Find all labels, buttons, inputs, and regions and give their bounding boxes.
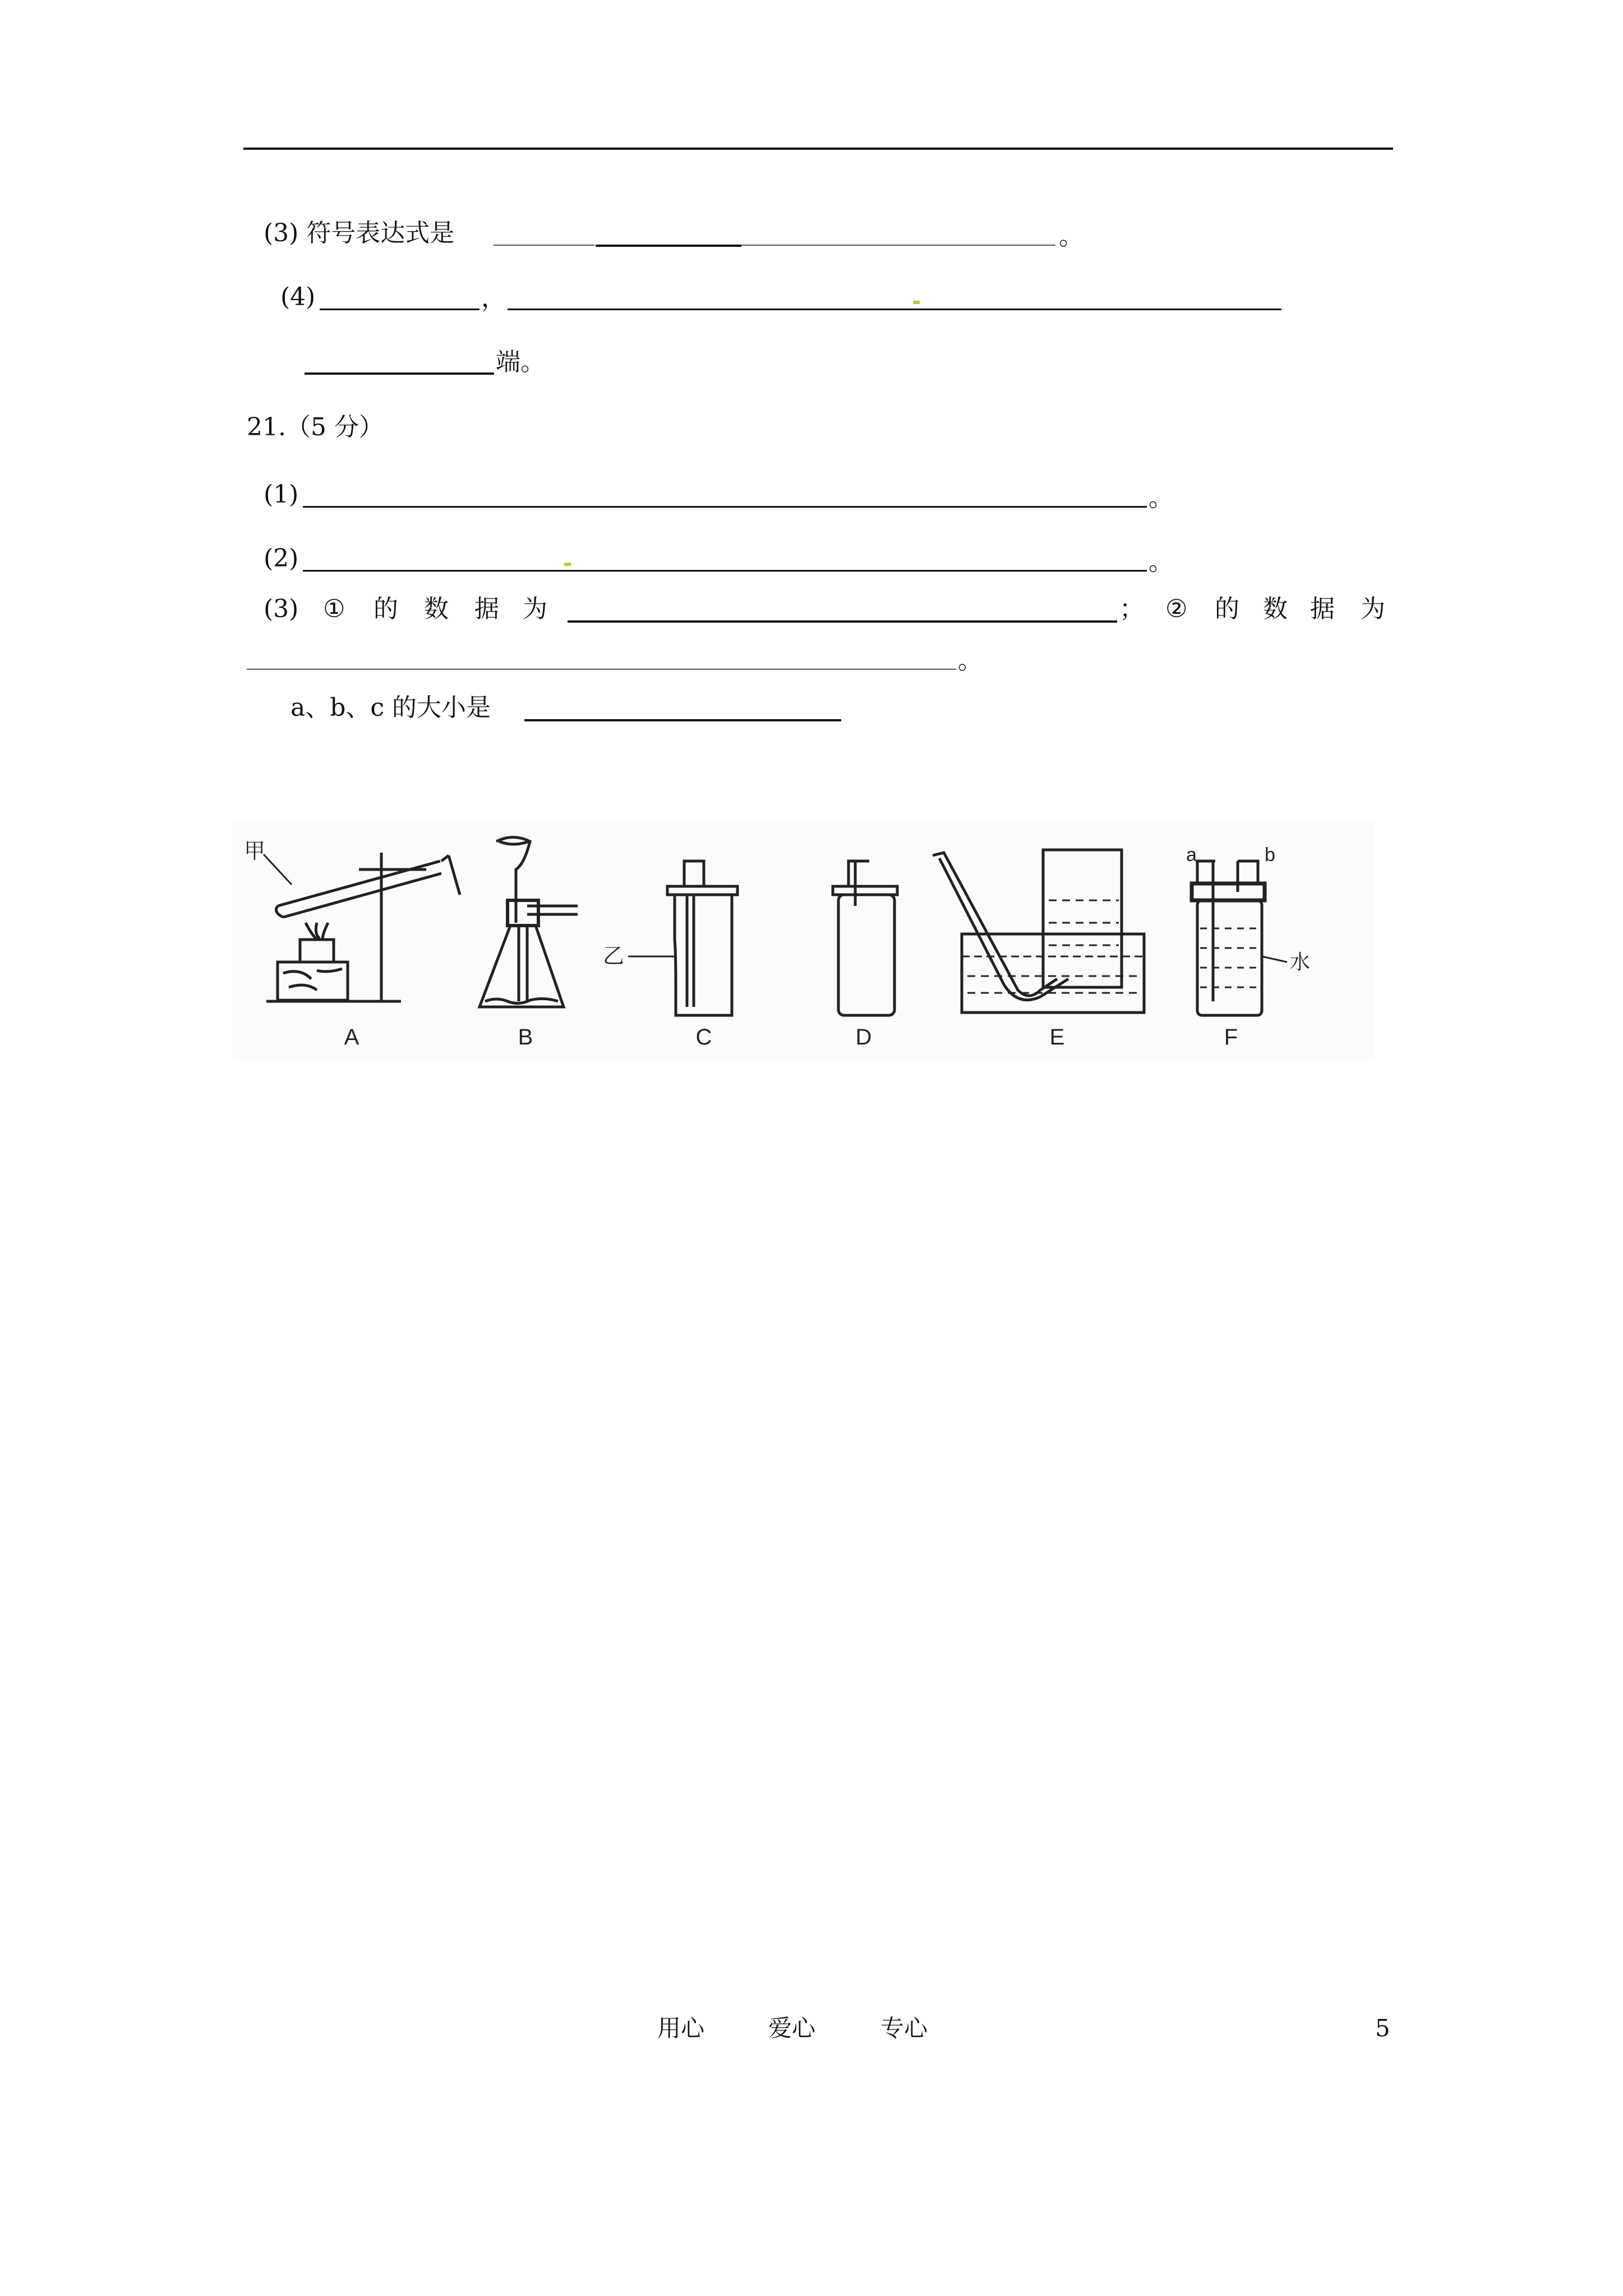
header-rule	[243, 148, 1393, 150]
q21-p3-semicolon: ；	[1119, 595, 1144, 623]
q21-p3-char: 数	[424, 595, 449, 623]
q20-p4-prefix: (4)	[280, 283, 316, 311]
blank-q20-p4-a[interactable]	[320, 309, 479, 310]
blank-q21-p3-2[interactable]	[247, 669, 956, 670]
q21-p3-char: 的	[1215, 595, 1239, 623]
q21-title: 21.（5 分）	[247, 413, 384, 441]
label-apparatus-b: B	[518, 1025, 533, 1050]
page-number: 5	[1375, 2014, 1390, 2042]
q21-p2-prefix: (2)	[264, 544, 299, 573]
lab-apparatus-figure	[233, 822, 1374, 1060]
footer-item: 用心	[657, 2014, 705, 2042]
label-a: a	[1186, 844, 1197, 866]
yellow-speck	[564, 563, 571, 566]
q21-p3-circled-1: ①	[323, 595, 345, 623]
q20-p3-end: 。	[1059, 222, 1083, 251]
q21-abc-prefix: a、b、c 的大小是	[291, 693, 491, 722]
q21-p1-end: 。	[1149, 484, 1173, 512]
q20-p4-suffix: 端。	[496, 348, 545, 376]
blank-q20-p3-b[interactable]	[596, 245, 741, 247]
blank-q20-p4-b[interactable]	[508, 309, 1281, 310]
footer-item: 专心	[880, 2014, 928, 2042]
label-apparatus-c: C	[695, 1025, 712, 1050]
q21-p3-char: 为	[523, 595, 547, 623]
q21-p3-char: 数	[1263, 595, 1288, 623]
label-apparatus-d: D	[855, 1025, 872, 1050]
label-apparatus-f: F	[1224, 1025, 1238, 1050]
q20-p4-comma: ，	[481, 284, 506, 312]
figure-background	[233, 822, 1374, 1060]
blank-q20-p3-c[interactable]	[741, 245, 1055, 246]
label-b: b	[1265, 844, 1275, 866]
q21-p3-char: 的	[374, 595, 398, 623]
q21-p1-prefix: (1)	[264, 480, 299, 509]
label-apparatus-e: E	[1049, 1025, 1065, 1050]
label-apparatus-a: A	[344, 1025, 359, 1050]
q21-p3-label: (3)	[264, 595, 299, 623]
blank-q21-p1[interactable]	[303, 506, 1147, 508]
blank-q21-abc[interactable]	[524, 719, 841, 721]
blank-q21-p3-1[interactable]	[568, 620, 1117, 623]
label-yi: 乙	[603, 945, 625, 968]
blank-q20-p4-c[interactable]	[305, 372, 494, 375]
q21-p3-char: 为	[1361, 595, 1385, 623]
yellow-speck	[913, 301, 920, 304]
footer-item: 爱心	[768, 2014, 816, 2042]
q21-p3-end: 。	[958, 646, 983, 675]
label-jia: 甲	[244, 840, 266, 863]
q21-p3-circled-2: ②	[1165, 595, 1188, 623]
q21-p2-end: 。	[1149, 547, 1173, 576]
q21-p3-char: 据	[474, 595, 499, 623]
blank-q20-p3-a[interactable]	[494, 245, 594, 246]
label-water: 水	[1290, 950, 1311, 973]
q20-p3-prefix: (3) 符号表达式是	[264, 219, 455, 247]
blank-q21-p2[interactable]	[303, 570, 1147, 572]
q21-p3-char: 据	[1310, 595, 1335, 623]
